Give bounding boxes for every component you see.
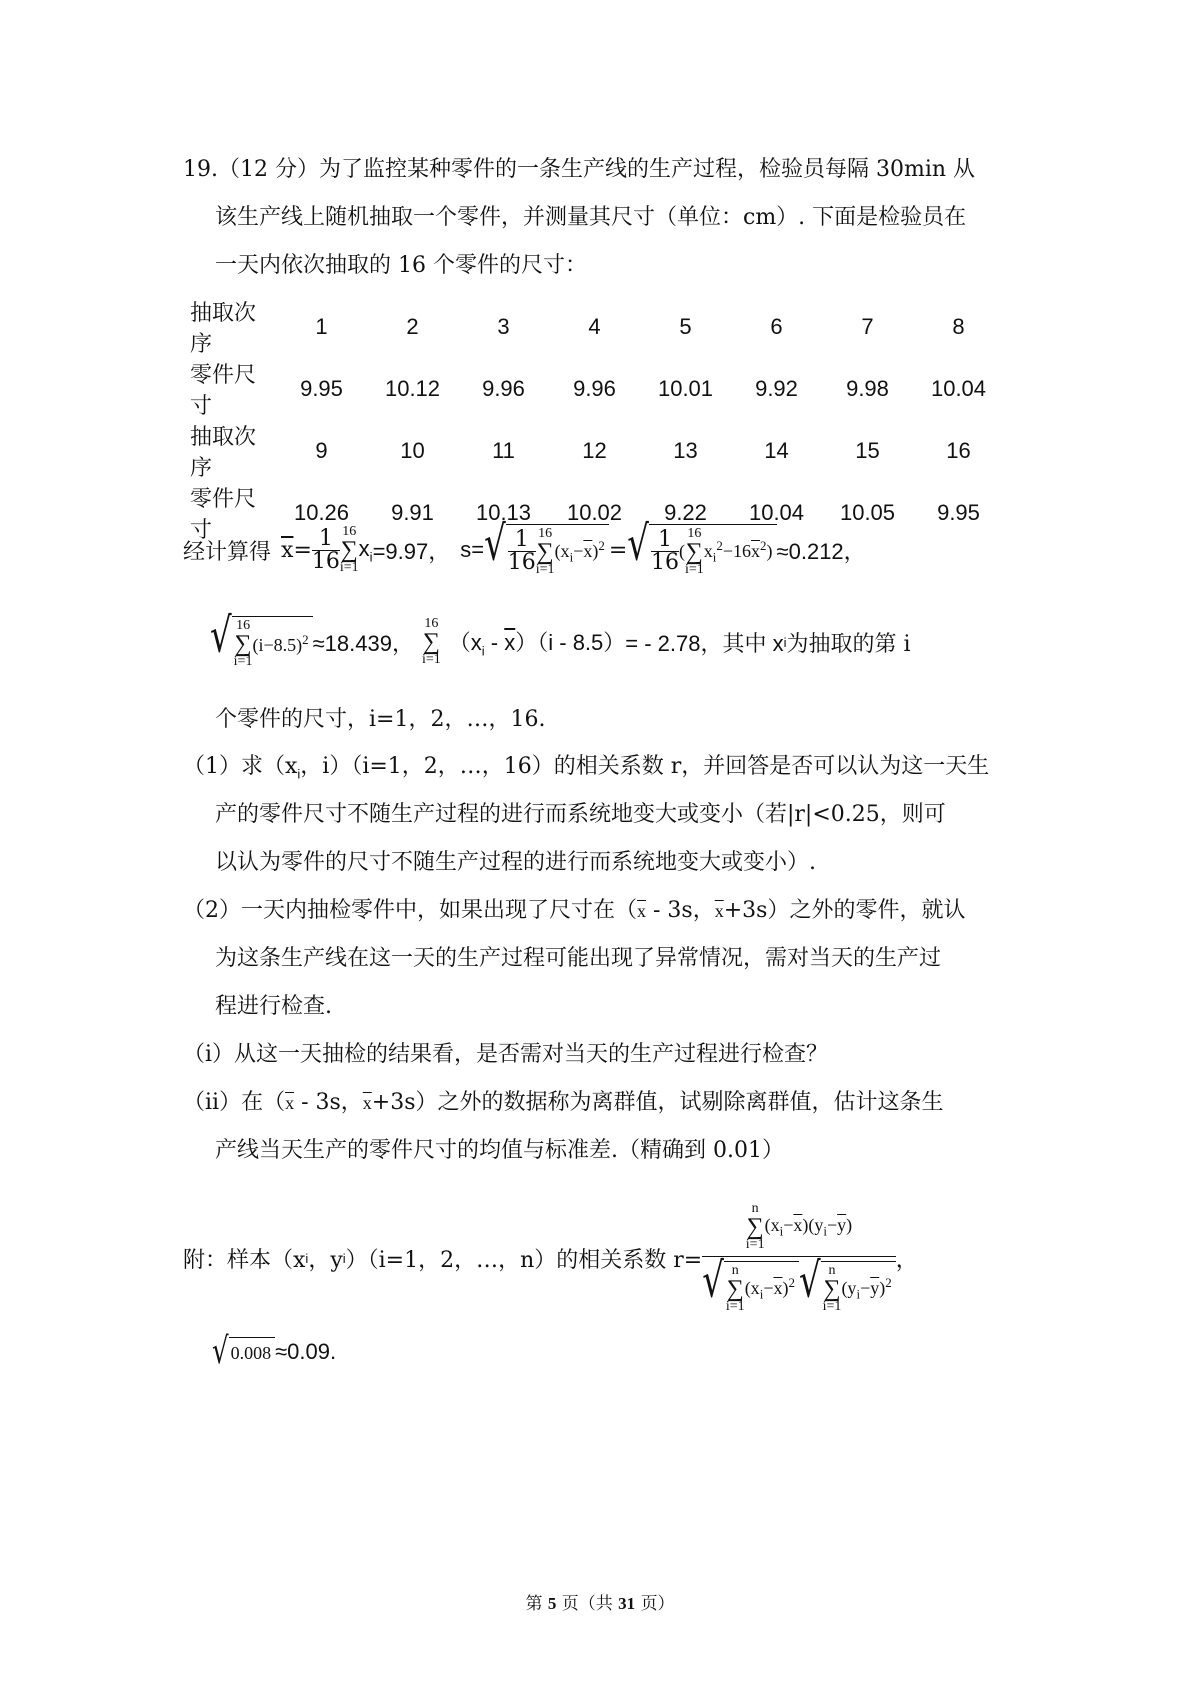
table-cell: 10.12 — [384, 376, 441, 401]
table-cell: 14 — [764, 438, 789, 463]
question-i: （ⅰ）从这一天抽检的结果看，是否需对当天的生产过程进行检查？ — [183, 1042, 829, 1067]
mean-symbol: $\overline{x}$ — [281, 537, 294, 563]
question-ii-line-2: 产线当天生产的零件尺寸的均值与标准差.（精确到 0.01） — [215, 1138, 784, 1163]
q2-line-2: 为这条生产线在这一天的生产过程可能出现了异常情况，需对当天的生产过 — [215, 946, 942, 971]
table-cell: 9.96 — [573, 376, 616, 401]
appendix-formula: 附：样本（x i ，y i ）（i=1，2，…，n）的相关系数 r= n ∑ i=1 $(x_i-\overline{x})(y_i-\overline{y})$ √ n ∑ i=1 $(x_i-\overline{x})^2$ √ n ∑ i=1 $(y_i-\overline{y})^2$ ， — [183, 1201, 918, 1314]
row-label: 零件尺寸 — [190, 487, 257, 543]
table-cell: 10.01 — [657, 376, 714, 401]
problem-line-2: 该生产线上随机抽取一个零件，并测量其尺寸（单位：cm）. 下面是检验员在 — [215, 205, 967, 230]
appendix-label: 附：样本（x — [183, 1247, 306, 1273]
question-ii-line-1: （ⅱ）在（$\overline{x} - 3s$，$\overline{x}+3s$）之外的数据称为离群值，试剔除离群值，估计这条生 — [183, 1090, 944, 1115]
table-cell: 9.22 — [664, 500, 707, 525]
table-cell: 10 — [400, 438, 425, 463]
table-cell: 9.96 — [482, 376, 525, 401]
fraction-1-16: $\frac{1}{16}$ — [311, 525, 340, 574]
table-row — [190, 296, 1004, 358]
table-cell: 9.91 — [391, 500, 434, 525]
page-footer: 第 5 页（共 31 页） — [525, 1594, 675, 1614]
page-number: 5 — [547, 1594, 557, 1613]
table-cell: 16 — [946, 438, 971, 463]
cov-value: = - 2.78，其中 x — [625, 630, 784, 656]
problem-line-3: 一天内依次抽取的 16 个零件的尺寸： — [215, 253, 587, 278]
q1-line-1: （1）求（$x_i$，i）（i=1，2，…，16）的相关系数 r，并回答是否可以认为这一天生 — [183, 754, 990, 782]
cov-tail: 为抽取的第 i — [786, 631, 911, 657]
table-cell: 2 — [406, 314, 419, 339]
row-label: 抽取次序 — [190, 425, 257, 481]
table-cell: 1 — [315, 314, 328, 339]
std-approx: ≈0.212， — [776, 538, 866, 564]
table-cell: 5 — [679, 314, 692, 339]
cov-sum-symbol: 16 ∑ i=1 — [421, 616, 441, 667]
correlation-fraction: n ∑ i=1 $(x_i-\overline{x})(y_i-\overline{y})$ √ n ∑ i=1 $(x_i-\overline{x})^2$ √ n ∑ i=1 $(y_i-\overline{y})^2$ — [702, 1202, 896, 1314]
table-cell: 7 — [861, 314, 874, 339]
q1-line-3: 以认为零件的尺寸不随生产过程的进行而系统地变大或变小）. — [215, 850, 816, 875]
table-cell: 3 — [497, 314, 510, 339]
table-cell: 9.98 — [846, 376, 889, 401]
q2-line-3: 程进行检查. — [215, 994, 332, 1019]
appendix-label-y: ，y — [308, 1247, 343, 1273]
index-sqrt: √ 16 ∑ i=1 $(i-8.5)^2$ — [210, 616, 313, 669]
sqrt-value: 0.008 — [229, 1337, 276, 1367]
table-cell: 10.04 — [748, 500, 805, 525]
row-label: 抽取次序 — [190, 301, 257, 357]
mean-value: =9.97， — [372, 538, 451, 564]
table-cell: 9.92 — [755, 376, 798, 401]
table-cell: 15 — [855, 438, 880, 463]
table-cell: 9.95 — [300, 376, 343, 401]
table-cell: 6 — [770, 314, 783, 339]
measurement-table — [190, 296, 1004, 544]
table-row — [190, 420, 1004, 482]
sum-symbol: 16 ∑ i=1 — [339, 524, 359, 575]
table-cell: 10.04 — [930, 376, 987, 401]
q1-line-2: 产的零件尺寸不随生产过程的进行而系统地变大或变小（若|r|<0.25，则可 — [215, 802, 946, 827]
table-cell: 13 — [673, 438, 698, 463]
table-row — [190, 358, 1004, 420]
table-cell: 9.95 — [937, 500, 980, 525]
problem-line-1: 19.（12 分）为了监控某种零件的一条生产线的生产过程，检验员每隔 30min 从 — [183, 157, 976, 182]
std-sqrt-1: √ $\frac{1}{16}$ 16 ∑ i=1 $(x_i-\overline{x})^2$ — [484, 524, 609, 577]
stats-line-1: 经计算得 $\overline{x}$ = $\frac{1}{16}$ 16 ∑ i=1 $x_i$ =9.97， s= √ $\frac{1}{16}$ 16 ∑ i=1 $(x_i-\overline{x})^2$ = √ $\frac{1}{16}$ ( 16 ∑ i=1 $x_i^2-16\overline{x}^2$) ≈0.212， — [183, 515, 866, 577]
total-pages: 31 — [618, 1594, 636, 1613]
table-cell: 11 — [492, 438, 515, 463]
std-sqrt-2: √ $\frac{1}{16}$ ( 16 ∑ i=1 $x_i^2-16\overline{x}^2$) — [627, 524, 776, 577]
index-sqrt-approx: ≈18.439， — [312, 630, 414, 656]
stats-line-2: √ 16 ∑ i=1 $(i-8.5)^2$ ≈18.439， 16 ∑ i=1 $(x_i - \overline{x})(i - 8.5)$ = - 2.78，其中 x i 为抽取的第 i — [210, 607, 911, 669]
appendix-sqrt-line: √ 0.008 ≈0.09. — [212, 1331, 337, 1373]
stats-line-end: 个零件的尺寸，i=1，2，…，16. — [215, 707, 546, 732]
table-cell: 10.26 — [293, 500, 350, 525]
q2-line-1: （2）一天内抽检零件中，如果出现了尺寸在（$\overline{x} - 3s$，$\overline{x}+3s$）之外的零件，就认 — [183, 898, 966, 923]
row-label: 零件尺寸 — [190, 363, 257, 419]
stats-intro: 经计算得 — [183, 539, 272, 565]
table-cell: 12 — [582, 438, 607, 463]
table-cell: 10.05 — [839, 500, 896, 525]
table-cell: 10.02 — [566, 500, 623, 525]
table-cell: 8 — [952, 314, 965, 339]
appendix-label-r: ）（i=1，2，…，n）的相关系数 r= — [345, 1247, 703, 1273]
table-cell: 4 — [588, 314, 601, 339]
sqrt-approx: ≈0.09. — [275, 1339, 337, 1364]
table-cell: 9 — [315, 438, 328, 463]
table-cell: 10.13 — [475, 500, 532, 525]
